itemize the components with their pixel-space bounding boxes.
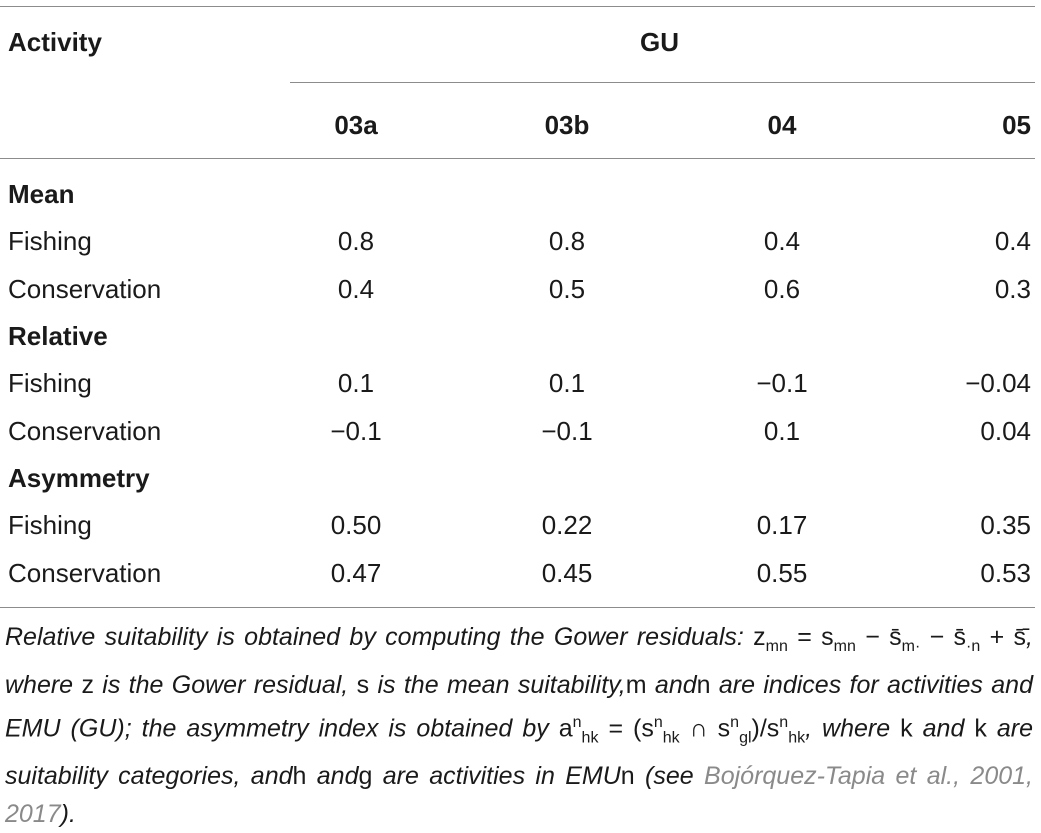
row-label: Fishing [8,510,92,540]
row-label: Conservation [8,274,162,304]
row-label: Fishing [8,368,92,398]
table-footnote: Relative suitability is obtained by computing the Gower residuals: $z_{mn} = s_{mn}$ − $s̄_{m\cdot}$ − $s̄_{\cdot n}$ + s̄̄, where z is the Gower residual, s is the mean suitability,m andn are indices for activities and EMU (GU); the asymmetry index is obtained by $a^n_{hk} = (s^n_{hk}$ ∩ $s^n_{gl})/s^n_{hk}$, where k and k are suitability categories, andh andg are activities in EMUn (see Bojórquez-Tapia et al., 2001, 2017). [5,623,1033,829]
section-title-asymmetry: Asymmetry [8,463,150,493]
table-cell: 0.53 [980,558,1031,588]
table-bottom-rule [0,607,1035,608]
citation-link[interactable]: Bojórquez-Tapia et al., 2001, 2017 [5,762,1033,829]
table-cell: −0.04 [965,368,1031,398]
row-label: Conservation [8,558,162,588]
header-bottom-rule [0,158,1035,159]
row-label: Fishing [8,226,92,256]
gu-header: GU [640,27,679,57]
table-cell: 0.3 [994,274,1031,304]
section-title-mean: Mean [8,179,75,209]
table-cell: 0.04 [980,416,1031,446]
table-cell: 0.4 [994,226,1031,256]
gu-header-rule [290,82,1035,83]
section-title-relative: Relative [8,321,108,351]
column-header: 05 [1002,110,1031,140]
row-label: Conservation [8,416,162,446]
activity-header: Activity [8,27,102,57]
table-top-rule [0,6,1035,7]
table-cell: 0.35 [980,510,1031,540]
